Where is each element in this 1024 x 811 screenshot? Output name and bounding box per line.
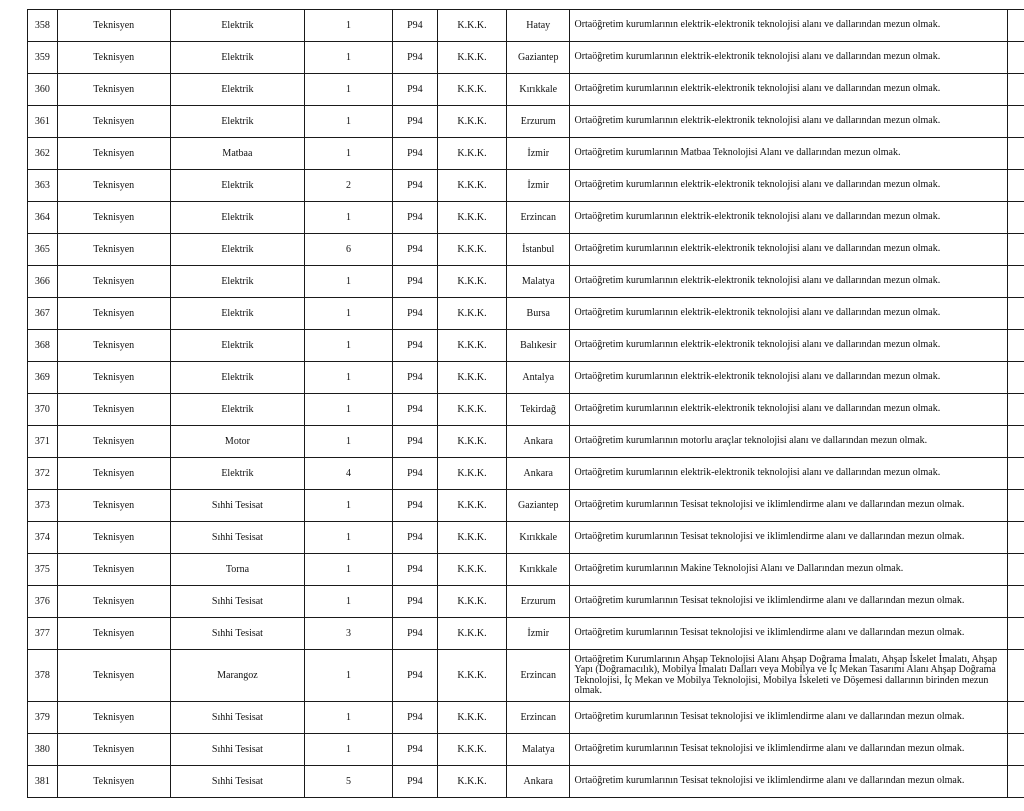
code-cell: P94: [392, 234, 437, 266]
requirement-cell: Ortaöğretim kurumlarının elektrik-elektronik teknolojisi alanı ve dallarından mezun olmak.: [570, 202, 1007, 234]
table-row: [28, 490, 1024, 522]
city-cell: Erzurum: [506, 106, 569, 138]
title-cell: Teknisyen: [57, 234, 170, 266]
city-cell: Ankara: [506, 426, 569, 458]
unit-cell: K.K.K.: [438, 734, 507, 766]
extra-cell: [1007, 522, 1024, 554]
title-cell: Teknisyen: [57, 490, 170, 522]
code-cell: P94: [392, 266, 437, 298]
extra-cell: [1007, 202, 1024, 234]
requirement-cell: Ortaöğretim kurumlarının elektrik-elektronik teknolojisi alanı ve dallarından mezun olmak.: [570, 330, 1007, 362]
count-cell: 1: [305, 138, 393, 170]
branch-cell: Elektrik: [170, 42, 305, 74]
extra-cell: [1007, 234, 1024, 266]
title-cell: Teknisyen: [57, 266, 170, 298]
title-cell: Teknisyen: [57, 330, 170, 362]
city-cell: Kırıkkale: [506, 522, 569, 554]
unit-cell: K.K.K.: [438, 426, 507, 458]
title-cell: Teknisyen: [57, 734, 170, 766]
extra-cell: [1007, 426, 1024, 458]
requirement-cell: Ortaöğretim kurumlarının elektrik-elektronik teknolojisi alanı ve dallarından mezun olmak.: [570, 298, 1007, 330]
branch-cell: Elektrik: [170, 74, 305, 106]
table-row: [28, 106, 1024, 138]
code-cell: P94: [392, 330, 437, 362]
row-number: 366: [28, 266, 58, 298]
title-cell: Teknisyen: [57, 426, 170, 458]
count-cell: 1: [305, 10, 393, 42]
branch-cell: Sıhhi Tesisat: [170, 586, 305, 618]
branch-cell: Elektrik: [170, 362, 305, 394]
city-cell: Balıkesir: [506, 330, 569, 362]
requirement-cell: Ortaöğretim kurumlarının elektrik-elektronik teknolojisi alanı ve dallarından mezun olmak.: [570, 362, 1007, 394]
title-cell: Teknisyen: [57, 42, 170, 74]
count-cell: 1: [305, 522, 393, 554]
count-cell: 1: [305, 650, 393, 702]
extra-cell: [1007, 766, 1024, 798]
extra-cell: [1007, 618, 1024, 650]
code-cell: P94: [392, 490, 437, 522]
city-cell: Ankara: [506, 766, 569, 798]
requirement-cell: Ortaöğretim kurumlarının Matbaa Teknolojisi Alanı ve dallarından mezun olmak.: [570, 138, 1007, 170]
row-number: 379: [28, 702, 58, 734]
row-number: 368: [28, 330, 58, 362]
extra-cell: [1007, 362, 1024, 394]
row-number: 376: [28, 586, 58, 618]
row-number: 380: [28, 734, 58, 766]
extra-cell: [1007, 458, 1024, 490]
row-number: 358: [28, 10, 58, 42]
code-cell: P94: [392, 426, 437, 458]
requirement-cell: Ortaöğretim kurumlarının elektrik-elektronik teknolojisi alanı ve dallarından mezun olmak.: [570, 394, 1007, 426]
row-number: 360: [28, 74, 58, 106]
unit-cell: K.K.K.: [438, 702, 507, 734]
code-cell: P94: [392, 138, 437, 170]
city-cell: Malatya: [506, 734, 569, 766]
extra-cell: [1007, 554, 1024, 586]
extra-cell: [1007, 266, 1024, 298]
branch-cell: Sıhhi Tesisat: [170, 618, 305, 650]
code-cell: P94: [392, 202, 437, 234]
city-cell: Erzincan: [506, 650, 569, 702]
count-cell: 4: [305, 458, 393, 490]
extra-cell: [1007, 702, 1024, 734]
branch-cell: Elektrik: [170, 458, 305, 490]
count-cell: 1: [305, 298, 393, 330]
branch-cell: Elektrik: [170, 266, 305, 298]
count-cell: 1: [305, 490, 393, 522]
requirement-cell: Ortaöğretim kurumlarının elektrik-elektronik teknolojisi alanı ve dallarından mezun olmak.: [570, 10, 1007, 42]
row-number: 377: [28, 618, 58, 650]
row-number: 361: [28, 106, 58, 138]
extra-cell: [1007, 330, 1024, 362]
branch-cell: Elektrik: [170, 394, 305, 426]
count-cell: 1: [305, 266, 393, 298]
row-number: 371: [28, 426, 58, 458]
row-number: 374: [28, 522, 58, 554]
table-row: [28, 10, 1024, 42]
requirement-cell: Ortaöğretim kurumlarının elektrik-elektronik teknolojisi alanı ve dallarından mezun olmak.: [570, 266, 1007, 298]
row-number: 378: [28, 650, 58, 702]
extra-cell: [1007, 170, 1024, 202]
city-cell: Erzurum: [506, 586, 569, 618]
table-row: [28, 42, 1024, 74]
branch-cell: Matbaa: [170, 138, 305, 170]
table-row: [28, 266, 1024, 298]
city-cell: Hatay: [506, 10, 569, 42]
requirement-cell: Ortaöğretim kurumlarının Tesisat teknolojisi ve iklimlendirme alanı ve dallarından mezun olmak.: [570, 702, 1007, 734]
count-cell: 1: [305, 586, 393, 618]
code-cell: P94: [392, 42, 437, 74]
requirement-cell: Ortaöğretim kurumlarının elektrik-elektronik teknolojisi alanı ve dallarından mezun olmak.: [570, 42, 1007, 74]
table-row: [28, 458, 1024, 490]
city-cell: Gaziantep: [506, 42, 569, 74]
requirement-cell: Ortaöğretim kurumlarının Tesisat teknolojisi ve iklimlendirme alanı ve dallarından mezun olmak.: [570, 734, 1007, 766]
count-cell: 1: [305, 42, 393, 74]
row-number: 363: [28, 170, 58, 202]
count-cell: 1: [305, 362, 393, 394]
extra-cell: [1007, 650, 1024, 702]
city-cell: Malatya: [506, 266, 569, 298]
title-cell: Teknisyen: [57, 170, 170, 202]
title-cell: Teknisyen: [57, 618, 170, 650]
title-cell: Teknisyen: [57, 138, 170, 170]
branch-cell: Elektrik: [170, 330, 305, 362]
unit-cell: K.K.K.: [438, 170, 507, 202]
branch-cell: Sıhhi Tesisat: [170, 522, 305, 554]
requirement-cell: Ortaöğretim kurumlarının Tesisat teknolojisi ve iklimlendirme alanı ve dallarından mezun olmak.: [570, 618, 1007, 650]
unit-cell: K.K.K.: [438, 266, 507, 298]
branch-cell: Elektrik: [170, 202, 305, 234]
table-row: [28, 426, 1024, 458]
table-row: [28, 202, 1024, 234]
extra-cell: [1007, 394, 1024, 426]
unit-cell: K.K.K.: [438, 202, 507, 234]
unit-cell: K.K.K.: [438, 522, 507, 554]
city-cell: Gaziantep: [506, 490, 569, 522]
code-cell: P94: [392, 458, 437, 490]
branch-cell: Elektrik: [170, 298, 305, 330]
row-number: 370: [28, 394, 58, 426]
table-row: [28, 234, 1024, 266]
extra-cell: [1007, 106, 1024, 138]
title-cell: Teknisyen: [57, 10, 170, 42]
table-row: [28, 394, 1024, 426]
requirement-cell: Ortaöğretim kurumlarının elektrik-elektronik teknolojisi alanı ve dallarından mezun olmak.: [570, 106, 1007, 138]
positions-table: [27, 9, 1024, 798]
branch-cell: Elektrik: [170, 10, 305, 42]
count-cell: 1: [305, 554, 393, 586]
city-cell: Bursa: [506, 298, 569, 330]
row-number: 359: [28, 42, 58, 74]
unit-cell: K.K.K.: [438, 458, 507, 490]
code-cell: P94: [392, 734, 437, 766]
table-row: [28, 330, 1024, 362]
city-cell: Kırıkkale: [506, 74, 569, 106]
extra-cell: [1007, 586, 1024, 618]
table-row: [28, 650, 1024, 702]
row-number: 369: [28, 362, 58, 394]
count-cell: 1: [305, 74, 393, 106]
table-row: [28, 298, 1024, 330]
city-cell: İzmir: [506, 138, 569, 170]
city-cell: Kırıkkale: [506, 554, 569, 586]
count-cell: 1: [305, 106, 393, 138]
row-number: 364: [28, 202, 58, 234]
table-row: [28, 702, 1024, 734]
code-cell: P94: [392, 10, 437, 42]
code-cell: P94: [392, 554, 437, 586]
table-row: [28, 522, 1024, 554]
code-cell: P94: [392, 74, 437, 106]
count-cell: 6: [305, 234, 393, 266]
table-row: [28, 734, 1024, 766]
branch-cell: Motor: [170, 426, 305, 458]
unit-cell: K.K.K.: [438, 650, 507, 702]
count-cell: 5: [305, 766, 393, 798]
title-cell: Teknisyen: [57, 362, 170, 394]
requirement-cell: Ortaöğretim kurumlarının Makine Teknolojisi Alanı ve Dallarından mezun olmak.: [570, 554, 1007, 586]
title-cell: Teknisyen: [57, 766, 170, 798]
unit-cell: K.K.K.: [438, 586, 507, 618]
title-cell: Teknisyen: [57, 298, 170, 330]
unit-cell: K.K.K.: [438, 618, 507, 650]
city-cell: İzmir: [506, 170, 569, 202]
count-cell: 1: [305, 702, 393, 734]
unit-cell: K.K.K.: [438, 554, 507, 586]
branch-cell: Elektrik: [170, 106, 305, 138]
row-number: 375: [28, 554, 58, 586]
city-cell: Ankara: [506, 458, 569, 490]
unit-cell: K.K.K.: [438, 490, 507, 522]
extra-cell: [1007, 74, 1024, 106]
title-cell: Teknisyen: [57, 74, 170, 106]
requirement-cell: Ortaöğretim kurumlarının Tesisat teknolojisi ve iklimlendirme alanı ve dallarından mezun olmak.: [570, 586, 1007, 618]
unit-cell: K.K.K.: [438, 234, 507, 266]
table-row: [28, 170, 1024, 202]
unit-cell: K.K.K.: [438, 298, 507, 330]
extra-cell: [1007, 490, 1024, 522]
count-cell: 1: [305, 202, 393, 234]
unit-cell: K.K.K.: [438, 74, 507, 106]
city-cell: Erzincan: [506, 702, 569, 734]
code-cell: P94: [392, 586, 437, 618]
code-cell: P94: [392, 522, 437, 554]
code-cell: P94: [392, 394, 437, 426]
table-row: [28, 766, 1024, 798]
row-number: 373: [28, 490, 58, 522]
title-cell: Teknisyen: [57, 554, 170, 586]
branch-cell: Elektrik: [170, 170, 305, 202]
requirement-cell: Ortaöğretim kurumlarının elektrik-elektronik teknolojisi alanı ve dallarından mezun olmak.: [570, 234, 1007, 266]
row-number: 372: [28, 458, 58, 490]
requirement-cell: Ortaöğretim kurumlarının elektrik-elektronik teknolojisi alanı ve dallarından mezun olmak.: [570, 170, 1007, 202]
requirement-cell: Ortaöğretim kurumlarının elektrik-elektronik teknolojisi alanı ve dallarından mezun olmak.: [570, 458, 1007, 490]
requirement-cell: Ortaöğretim kurumlarının Tesisat teknolojisi ve iklimlendirme alanı ve dallarından mezun olmak.: [570, 522, 1007, 554]
count-cell: 1: [305, 734, 393, 766]
code-cell: P94: [392, 702, 437, 734]
count-cell: 1: [305, 330, 393, 362]
row-number: 365: [28, 234, 58, 266]
title-cell: Teknisyen: [57, 458, 170, 490]
unit-cell: K.K.K.: [438, 394, 507, 426]
code-cell: P94: [392, 766, 437, 798]
title-cell: Teknisyen: [57, 650, 170, 702]
count-cell: 1: [305, 394, 393, 426]
row-number: 362: [28, 138, 58, 170]
title-cell: Teknisyen: [57, 202, 170, 234]
branch-cell: Sıhhi Tesisat: [170, 702, 305, 734]
requirement-cell: Ortaöğretim kurumlarının elektrik-elektronik teknolojisi alanı ve dallarından mezun olmak.: [570, 74, 1007, 106]
table-row: [28, 586, 1024, 618]
branch-cell: Marangoz: [170, 650, 305, 702]
branch-cell: Torna: [170, 554, 305, 586]
extra-cell: [1007, 42, 1024, 74]
city-cell: İzmir: [506, 618, 569, 650]
code-cell: P94: [392, 106, 437, 138]
row-number: 367: [28, 298, 58, 330]
table-row: [28, 554, 1024, 586]
code-cell: P94: [392, 170, 437, 202]
branch-cell: Sıhhi Tesisat: [170, 766, 305, 798]
city-cell: Tekirdağ: [506, 394, 569, 426]
table-row: [28, 362, 1024, 394]
extra-cell: [1007, 10, 1024, 42]
requirement-cell: Ortaöğretim kurumlarının Tesisat teknolojisi ve iklimlendirme alanı ve dallarından mezun olmak.: [570, 490, 1007, 522]
unit-cell: K.K.K.: [438, 10, 507, 42]
title-cell: Teknisyen: [57, 586, 170, 618]
table-row: [28, 74, 1024, 106]
count-cell: 3: [305, 618, 393, 650]
extra-cell: [1007, 298, 1024, 330]
unit-cell: K.K.K.: [438, 42, 507, 74]
count-cell: 2: [305, 170, 393, 202]
code-cell: P94: [392, 618, 437, 650]
code-cell: P94: [392, 650, 437, 702]
unit-cell: K.K.K.: [438, 362, 507, 394]
table-row: [28, 618, 1024, 650]
requirement-cell: Ortaöğretim Kurumlarının Ahşap Teknolojisi Alanı Ahşap Doğrama İmalatı, Ahşap İskelet İmalatı, Ahşap Yapı (Doğramacılık), Mobilya İmalatı Dalları veya Mobilya ve İç Mekan Tasarımı Alanı Ahşap Doğrama Teknolojisi, İç Mekan ve Mobilya Teknolojisi, Mobilya İskeleti ve Döşemesi dallarının birinden mezun olmak.: [570, 650, 1007, 702]
title-cell: Teknisyen: [57, 702, 170, 734]
branch-cell: Sıhhi Tesisat: [170, 490, 305, 522]
extra-cell: [1007, 734, 1024, 766]
city-cell: Antalya: [506, 362, 569, 394]
table-row: [28, 138, 1024, 170]
unit-cell: K.K.K.: [438, 138, 507, 170]
extra-cell: [1007, 138, 1024, 170]
code-cell: P94: [392, 298, 437, 330]
city-cell: Erzincan: [506, 202, 569, 234]
count-cell: 1: [305, 426, 393, 458]
unit-cell: K.K.K.: [438, 330, 507, 362]
city-cell: İstanbul: [506, 234, 569, 266]
requirement-cell: Ortaöğretim kurumlarının motorlu araçlar teknolojisi alanı ve dallarından mezun olmak.: [570, 426, 1007, 458]
requirement-cell: Ortaöğretim kurumlarının Tesisat teknolojisi ve iklimlendirme alanı ve dallarından mezun olmak.: [570, 766, 1007, 798]
row-number: 381: [28, 766, 58, 798]
code-cell: P94: [392, 362, 437, 394]
title-cell: Teknisyen: [57, 394, 170, 426]
branch-cell: Elektrik: [170, 234, 305, 266]
unit-cell: K.K.K.: [438, 106, 507, 138]
table-body: [28, 10, 1024, 798]
branch-cell: Sıhhi Tesisat: [170, 734, 305, 766]
title-cell: Teknisyen: [57, 522, 170, 554]
unit-cell: K.K.K.: [438, 766, 507, 798]
title-cell: Teknisyen: [57, 106, 170, 138]
